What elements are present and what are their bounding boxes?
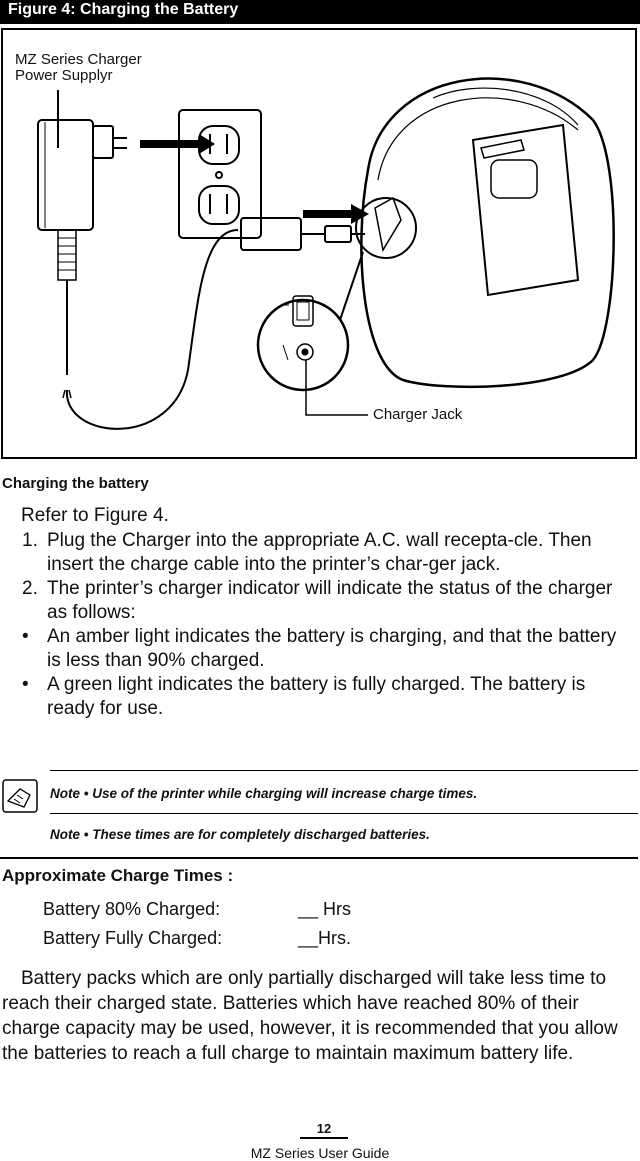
charger-label: MZ Series Charger Power Supplyr bbox=[15, 51, 142, 84]
list-text: A green light indicates the battery is fully charged. The battery is ready for use. bbox=[47, 674, 586, 719]
page-number: 12 bbox=[300, 1121, 348, 1139]
note-divider bbox=[50, 813, 638, 814]
charge-times-heading: Approximate Charge Times : bbox=[2, 866, 234, 885]
list-item bbox=[22, 625, 632, 673]
list-marker: 1. bbox=[22, 530, 44, 551]
charge-time-row bbox=[43, 899, 352, 920]
charge-time-label: Battery Fully Charged: bbox=[43, 928, 223, 948]
section-title: Charging the battery bbox=[2, 475, 149, 492]
list-item bbox=[22, 529, 632, 577]
list-text: The printer’s charger indicator will indicate the status of the charger as follows: bbox=[47, 578, 613, 623]
list-text: Plug the Charger into the appropriate A.C. wall recepta-cle. Then insert the charge cable into the printer’s char-ger jack. bbox=[47, 530, 592, 575]
list-marker: 2. bbox=[22, 578, 44, 599]
printer-icon bbox=[361, 79, 613, 387]
charge-time-value: __ Hrs bbox=[298, 899, 352, 919]
charge-time-label: Battery 80% Charged: bbox=[43, 899, 221, 919]
note-text: Note • These times are for completely discharged batteries. bbox=[50, 827, 430, 842]
list-text: An amber light indicates the battery is charging, and that the battery is less than 90% charged. bbox=[47, 626, 617, 671]
note-text: Note • Use of the printer while charging will increase charge times. bbox=[50, 786, 478, 801]
footer-title: MZ Series User Guide bbox=[250, 1145, 390, 1161]
charge-time-value: __Hrs. bbox=[298, 928, 352, 948]
list-marker: • bbox=[22, 674, 40, 695]
battery-paragraph: Battery packs which are only partially discharged will take less time to reach their charged state. Batteries which have reached 80% of their charge capacity may be used, however, it is recommended that you allow the batteries to reach a full charge to maintain maximum battery life. bbox=[2, 968, 618, 1064]
charger-jack-label: Charger Jack bbox=[373, 406, 463, 423]
refer-text: Refer to Figure 4. bbox=[21, 505, 169, 526]
list-item bbox=[22, 673, 632, 721]
note-icon bbox=[2, 779, 38, 813]
note-divider bbox=[0, 857, 638, 859]
cable-plug-icon bbox=[241, 218, 301, 250]
list-item bbox=[22, 577, 632, 625]
note-divider bbox=[50, 770, 638, 771]
charging-diagram bbox=[3, 30, 635, 457]
figure-title: Figure 4: Charging the Battery bbox=[0, 0, 640, 24]
list-marker: • bbox=[22, 626, 34, 647]
charge-time-row bbox=[43, 928, 352, 949]
instruction-list bbox=[22, 529, 632, 721]
figure-illustration bbox=[1, 28, 637, 459]
power-supply-icon bbox=[38, 120, 93, 230]
